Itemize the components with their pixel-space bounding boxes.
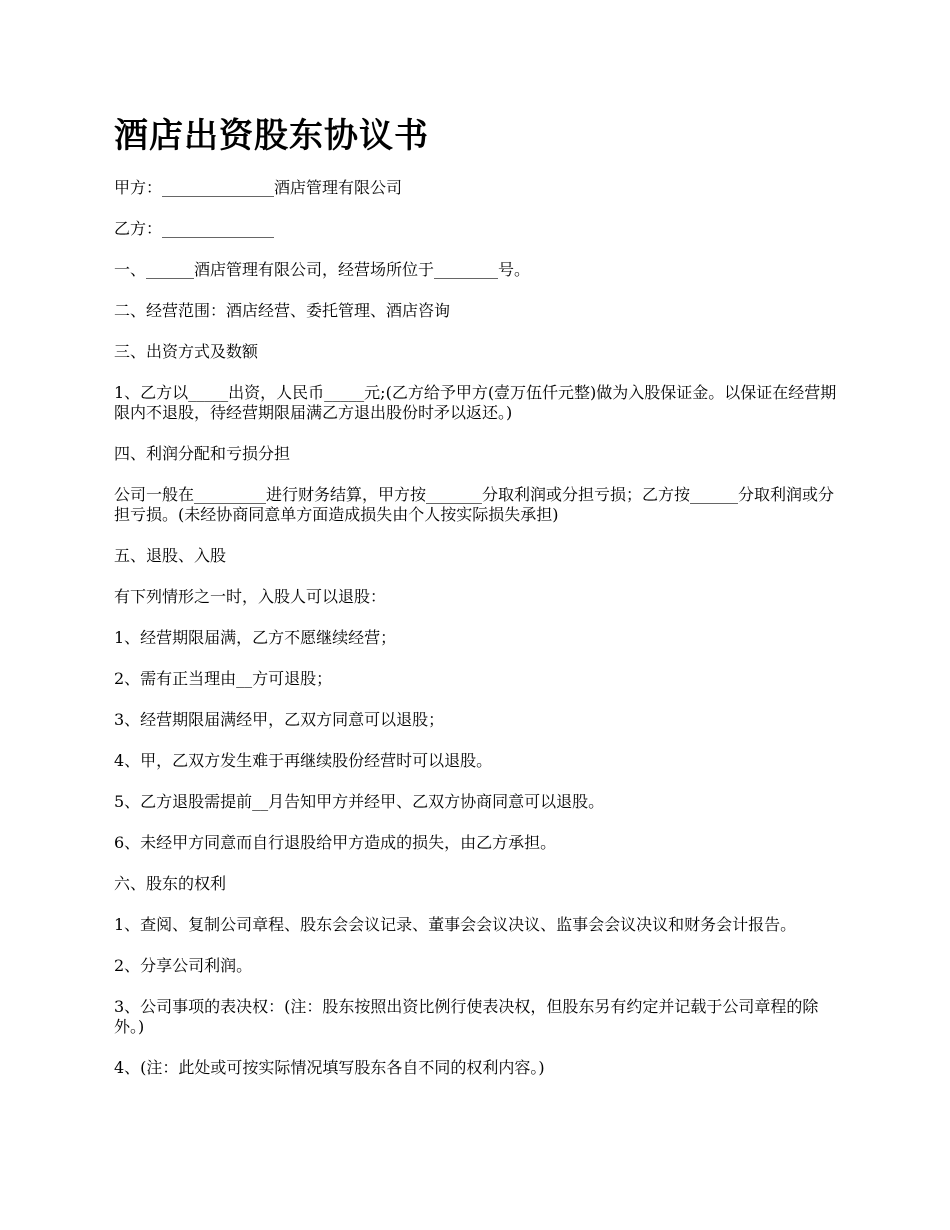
withdrawal-item-3: 3、经营期限届满经甲，乙双方同意可以退股； xyxy=(114,710,445,729)
rights-item-3: 3、公司事项的表决权：(注：股东按照出资比例行使表决权，但股东另有约定并记载于公司章程的除外。) xyxy=(114,997,819,1036)
rights-item-2: 2、分享公司利润。 xyxy=(114,956,253,975)
withdrawal-item-1: 1、经营期限届满，乙方不愿继续经营； xyxy=(114,628,397,647)
section-heading-investment: 三、出资方式及数额 xyxy=(114,342,259,361)
document-page xyxy=(114,108,844,1099)
investment-item-1: 1、乙方以_____出资，人民币_____元;(乙方给予甲方(壹万伍仟元整)做为入股保证金。以保证在经营期限内不退股，待经营期限届满乙方退出股份时矛以返还。) xyxy=(114,383,837,422)
withdrawal-item-5: 5、乙方退股需提前__月告知甲方并经甲、乙双方协商同意可以退股。 xyxy=(114,792,605,811)
party-a-line: 甲方：______________酒店管理有限公司 xyxy=(114,178,403,197)
section-heading-profit: 四、利润分配和亏损分担 xyxy=(114,444,291,463)
rights-item-1: 1、查阅、复制公司章程、股东会会议记录、董事会会议决议、监事会会议决议和财务会计报告。 xyxy=(114,915,797,934)
section-heading-rights: 六、股东的权利 xyxy=(114,874,227,893)
rights-item-4: 4、(注：此处或可按实际情况填写股东各自不同的权利内容。) xyxy=(114,1058,545,1077)
withdrawal-item-6: 6、未经甲方同意而自行退股给甲方造成的损失，由乙方承担。 xyxy=(114,833,557,852)
clause-1-company: 一、______酒店管理有限公司，经营场所位于________号。 xyxy=(114,260,531,279)
withdrawal-item-2: 2、需有正当理由__方可退股； xyxy=(114,669,333,688)
section-heading-withdrawal: 五、退股、入股 xyxy=(114,546,227,565)
document-title: 酒店出资股东协议书 xyxy=(114,116,429,156)
withdrawal-intro: 有下列情形之一时，入股人可以退股： xyxy=(114,587,387,606)
profit-paragraph: 公司一般在_________进行财务结算，甲方按_______分取利润或分担亏损；乙方按______分取利润或分担亏损。(未经协商同意单方面造成损失由个人按实际损失承担) xyxy=(114,485,835,524)
withdrawal-item-4: 4、甲，乙双方发生难于再继续股份经营时可以退股。 xyxy=(114,751,493,770)
party-b-line: 乙方：______________ xyxy=(114,219,275,238)
clause-2-scope: 二、经营范围：酒店经营、委托管理、酒店咨询 xyxy=(114,301,451,320)
